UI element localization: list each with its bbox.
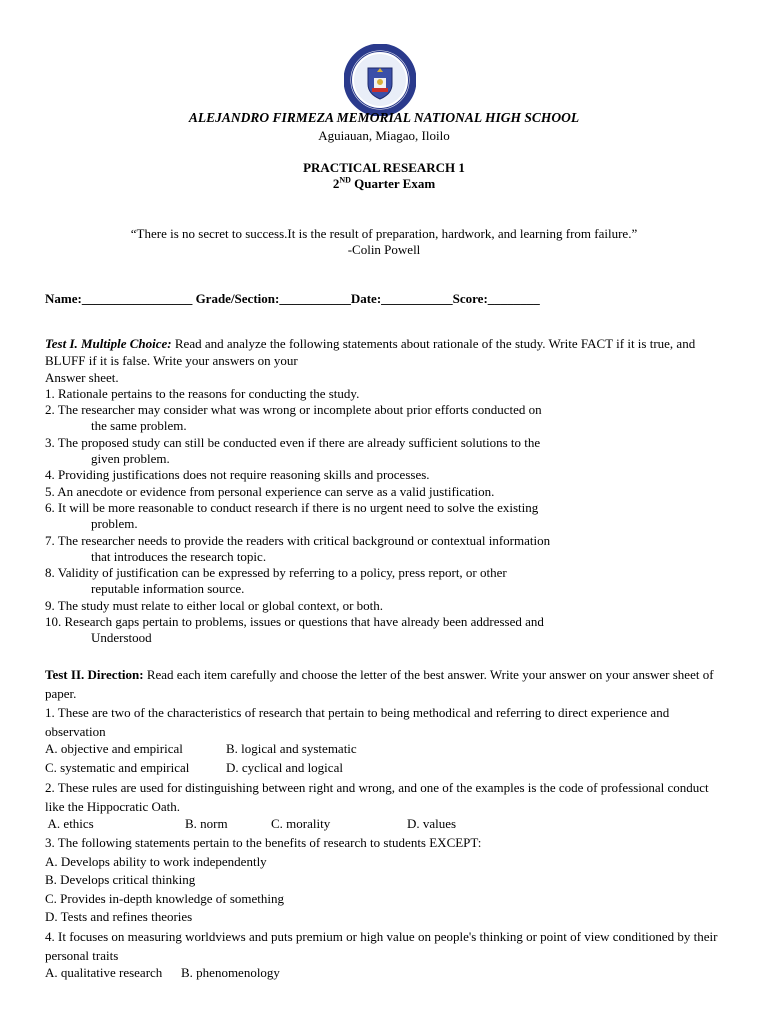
- q1-option-b: B. logical and systematic: [226, 741, 357, 756]
- test1-item: 3. The proposed study can still be conducted even if there are already sufficient solutions to the: [45, 435, 541, 450]
- test1-item-cont: that introduces the research topic.: [91, 549, 267, 564]
- quote-author: -Colin Powell: [347, 242, 421, 257]
- test1-item: 1. Rationale pertains to the reasons for conducting the study.: [45, 386, 360, 401]
- test2-instruction: Read each item carefully and choose the letter of the best answer. Write your answer on your answer sheet of paper.: [45, 667, 714, 701]
- test2-question-4: 4. It focuses on measuring worldviews and puts premium or high value on people's thinking or point of view conditioned by their personal traits: [45, 929, 718, 963]
- q1-option-d: D. cyclical and logical: [226, 760, 343, 775]
- test1-item: 7. The researcher needs to provide the readers with critical background or contextual information: [45, 533, 551, 548]
- test1-instruction: Read and analyze the following statements about rationale of the study. Write FACT if it is true, and BLUFF if it is false. Write your answers on your: [45, 336, 696, 368]
- test2-question-1: 1. These are two of the characteristics of research that pertain to being methodical and referring to direct experience and observation: [45, 705, 670, 739]
- q4-option-b: B. phenomenology: [181, 965, 280, 980]
- q1-option-a: A. objective and empirical: [45, 741, 183, 756]
- exam-title-text: Quarter Exam: [350, 176, 436, 191]
- test1-item: 10. Research gaps pertain to problems, issues or questions that have already been addressed and: [45, 614, 544, 629]
- test1-item-cont: given problem.: [91, 451, 170, 466]
- test1-item-cont: reputable information source.: [91, 581, 245, 596]
- test1-item: 9. The study must relate to either local or global context, or both.: [45, 598, 384, 613]
- test1-instruction-cont: Answer sheet.: [45, 370, 119, 385]
- q2-option-a: A. ethics: [45, 816, 94, 831]
- deped-seal-logo: [344, 44, 416, 116]
- test1-item: 2. The researcher may consider what was wrong or incomplete about prior efforts conducted on: [45, 402, 542, 417]
- test1-item-cont: problem.: [91, 516, 138, 531]
- q2-option-d: D. values: [407, 816, 457, 831]
- test1-item: 8. Validity of justification can be expressed by referring to a policy, press report, or other: [45, 565, 507, 580]
- q3-option-a: A. Develops ability to work independently: [45, 854, 267, 869]
- test1-heading: Test I. Multiple Choice:: [45, 336, 172, 351]
- q2-option-b: B. norm: [185, 816, 228, 831]
- exam-title: [0, 176, 768, 192]
- q1-option-c: C. systematic and empirical: [45, 760, 190, 775]
- q3-option-b: B. Develops critical thinking: [45, 872, 196, 887]
- exam-ordinal: 2: [332, 176, 340, 191]
- exam-ordinal-suffix: ND: [339, 175, 351, 185]
- school-name: ALEJANDRO FIRMEZA MEMORIAL NATIONAL HIGH SCHOOL: [188, 110, 580, 125]
- test1-item: 5. An anecdote or evidence from personal experience can serve as a valid justification.: [45, 484, 495, 499]
- q2-option-c: C. morality: [271, 816, 331, 831]
- test2-heading: Test II. Direction:: [45, 667, 144, 682]
- quote-text: “There is no secret to success.It is the result of preparation, hardwork, and learning from failure.”: [130, 226, 638, 241]
- test2-instruction-block: [45, 665, 725, 703]
- school-address: Aguiauan, Miagao, Iloilo: [318, 128, 450, 143]
- subject-title: PRACTICAL RESEARCH 1: [303, 160, 465, 175]
- q3-option-d: D. Tests and refines theories: [45, 909, 193, 924]
- test1-item: 6. It will be more reasonable to conduct research if there is no urgent need to solve the existing: [45, 500, 539, 515]
- test1-item: 4. Providing justifications does not require reasoning skills and processes.: [45, 467, 430, 482]
- student-info-fields: Name:_________________ Grade/Section:___________Date:___________Score:________: [45, 291, 540, 306]
- test1-item-cont: the same problem.: [91, 418, 187, 433]
- q4-option-a: A. qualitative research: [45, 965, 163, 980]
- q3-option-c: C. Provides in-depth knowledge of something: [45, 891, 285, 906]
- test1-instruction-block: [45, 335, 725, 369]
- test2-question-3: 3. The following statements pertain to the benefits of research to students EXCEPT:: [45, 835, 482, 850]
- test2-question-2: 2. These rules are used for distinguishing between right and wrong, and one of the examples is the code of professional conduct like the Hippocratic Oath.: [45, 780, 709, 814]
- test1-item-cont: Understood: [91, 630, 152, 645]
